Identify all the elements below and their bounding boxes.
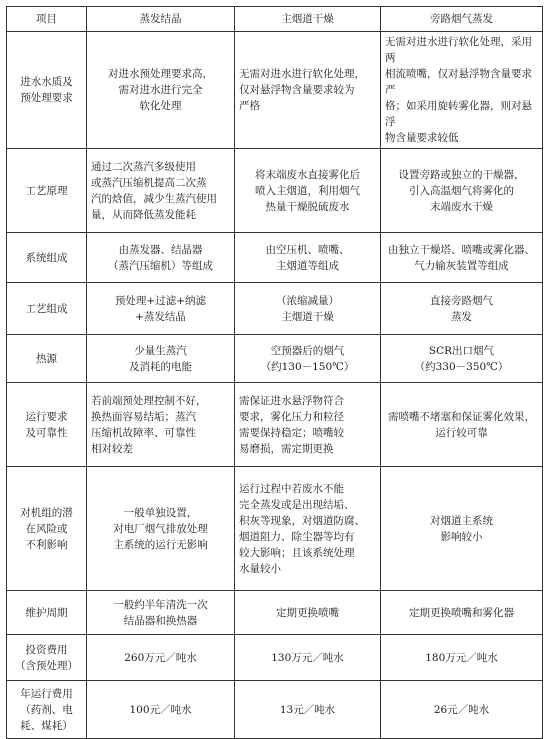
row-label: 工艺原理	[7, 149, 87, 233]
table-cell: SCR出口烟气 （约330－350℃）	[381, 335, 543, 383]
table-row	[7, 283, 543, 335]
table-row	[7, 233, 543, 283]
row-label: 工艺组成	[7, 283, 87, 335]
table-cell: 对烟道主系统 影响较小	[381, 467, 543, 591]
header-evaporation-crystallization: 蒸发结晶	[87, 7, 235, 32]
table-cell: 无需对进水进行软化处理， 仅对悬浮物含量要求较为 严格	[235, 32, 381, 149]
comparison-table	[6, 6, 543, 739]
table-cell: 直接旁路烟气 蒸发	[381, 283, 543, 335]
table-cell: 设置旁路或独立的干燥器， 引入高温烟气将雾化的 末端废水干燥	[381, 149, 543, 233]
row-label: 系统组成	[7, 233, 87, 283]
table-cell: 一般单独设置， 对电厂烟气排放处理 主系统的运行无影响	[87, 467, 235, 591]
table-cell: 运行过程中若废水不能 完全蒸发或是出现结垢、 积灰等现象，对烟道防腐、 烟道阻力、除尘器等均有 较大影响；且该系统处理 水量较小	[235, 467, 381, 591]
table-cell: 260万元／吨水	[87, 635, 235, 681]
row-label: 对机组的潜 在风险或 不利影响	[7, 467, 87, 591]
table-row	[7, 149, 543, 233]
table-cell: 由蒸发器、结晶器 （蒸汽压缩机）等组成	[87, 233, 235, 283]
table-row	[7, 467, 543, 591]
table-cell: 若前端预处理控制不好， 换热面容易结垢；蒸汽 压缩机故障率、可靠性 相对较差	[87, 383, 235, 467]
table-row	[7, 591, 543, 635]
table-cell: 由空压机、喷嘴、 主烟道等组成	[235, 233, 381, 283]
table-cell: 需保证进水悬浮物符合 要求，雾化压力和粒径 需要保持稳定；喷嘴较 易磨损，需定期更换	[235, 383, 381, 467]
header-bypass-flue-evaporation: 旁路烟气蒸发	[381, 7, 543, 32]
table-cell: 13元／吨水	[235, 681, 381, 739]
header-main-flue-drying: 主烟道干燥	[235, 7, 381, 32]
table-cell: 空预器后的烟气 （约130－150℃）	[235, 335, 381, 383]
table-row	[7, 681, 543, 739]
table-cell: 预处理+过滤+纳滤 +蒸发结晶	[87, 283, 235, 335]
row-label: 热源	[7, 335, 87, 383]
table-row	[7, 635, 543, 681]
table-header-row	[7, 7, 543, 32]
table-row	[7, 383, 543, 467]
table-cell: 对进水预处理要求高， 需对进水进行完全 软化处理	[87, 32, 235, 149]
row-label: 维护周期	[7, 591, 87, 635]
table-cell: 130万元／吨水	[235, 635, 381, 681]
table-cell: 一般约半年清洗一次 结晶器和换热器	[87, 591, 235, 635]
table-cell: 将末端废水直接雾化后 喷入主烟道，利用烟气 热量干燥脱硫废水	[235, 149, 381, 233]
table-row	[7, 335, 543, 383]
table-cell: 定期更换喷嘴	[235, 591, 381, 635]
table-cell: 180万元／吨水	[381, 635, 543, 681]
table-cell: 26元／吨水	[381, 681, 543, 739]
table-cell: 通过二次蒸汽多级使用 或蒸汽压缩机提高二次蒸 汽的焓值，减少生蒸汽使用 量，从而降低蒸发能耗	[87, 149, 235, 233]
row-label: 运行要求 及可靠性	[7, 383, 87, 467]
row-label: 年运行费用 （药剂、电 耗、煤耗）	[7, 681, 87, 739]
table-row	[7, 32, 543, 149]
table-cell: 定期更换喷嘴和雾化器	[381, 591, 543, 635]
table-cell: 无需对进水进行软化处理，采用两 相流喷嘴，仅对悬浮物含量要求严 格；如采用旋转雾化器，则对悬浮 物含量要求较低	[381, 32, 543, 149]
table-cell: 需喷嘴不堵塞和保证雾化效果， 运行较可靠	[381, 383, 543, 467]
table-cell: （浓缩减量） 主烟道干燥	[235, 283, 381, 335]
table-cell: 由独立干燥塔、喷嘴或雾化器、 气力输灰装置等组成	[381, 233, 543, 283]
table-cell: 100元／吨水	[87, 681, 235, 739]
row-label: 进水水质及 预处理要求	[7, 32, 87, 149]
row-label: 投资费用 （含预处理）	[7, 635, 87, 681]
table-cell: 少量生蒸汽 及消耗的电能	[87, 335, 235, 383]
header-item: 项目	[7, 7, 87, 32]
